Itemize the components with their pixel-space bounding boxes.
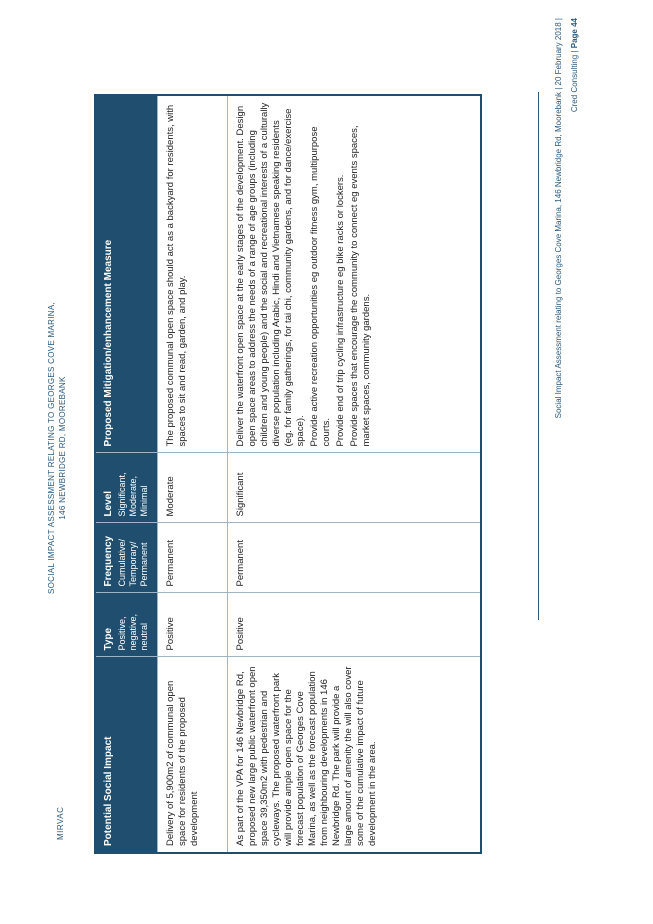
level-cell: Significant [228,453,482,523]
type-cell: Positive [228,593,482,657]
page-footer [551,18,583,548]
frequency-cell: Permanent [158,523,228,593]
mitigation-text: Deliver the waterfront open space at the early stages of the development. Design open space areas to address the needs of a range of age groups (including children and young people) and the social and recreational interests of a culturally diverse population including Arabic, Hindi and Vietnamese speaking residents (eg. for family gatherings, for tai chi, community gardens, and for dance/exercise space). [235,102,306,447]
col-header-level: Level Significant, Moderate, Minimal [95,453,158,523]
social-impact-table [94,94,482,854]
mitigation-cell [228,95,482,453]
mitigation-text: Provide spaces that encourage the community to connect eg events spaces, market spaces, community gardens. [349,125,372,447]
col-header-impact: Potential Social Impact [95,657,158,853]
document-header-title: SOCIAL IMPACT ASSESSMENT RELATING TO GEORGES COVE MARINA, 146 NEWBRIDGE RD, MOOREBANK [47,302,67,594]
footer-line-1: Social Impact Assessment relating to Georges Cove Marina, 146 Newbridge Rd, Moorebank | 20 February 2018 | [554,18,563,419]
col-header-mitigation: Proposed Mitigation/enhancement Measure [95,95,158,453]
footer-credit: Cred Consulting | [570,48,579,113]
col-header-type: Type Positive, negative, neutral [95,593,158,657]
page-number: Page 44 [570,18,579,49]
frequency-cell: Permanent [228,523,482,593]
mitigation-text: Provide end of trip cycling infrastructure eg bike racks or lockers. [335,174,346,447]
footer-line-2 [567,18,583,548]
impact-table-container [94,96,482,854]
table-header-row [95,95,158,853]
col-header-frequency: Frequency Cumulative/ Temporary/ Permanent [95,523,158,593]
mitigation-text: The proposed communal open space should act as a backyard for residents, with spaces to sit and read, garden, and play. [165,104,188,447]
mitigation-cell [158,95,228,453]
type-cell: Positive [158,593,228,657]
table-row [228,95,482,853]
footer-divider [538,92,539,620]
org-name: MIRVAC [56,806,65,840]
level-cell: Moderate [158,453,228,523]
table-row [158,95,228,853]
mitigation-text: Provide active recreation opportunities eg outdoor fitness gym, multipurpose courts. [309,126,332,447]
impact-cell: As part of the VPA for 146 Newbridge Rd, proposed new large public waterfront open space 39,350m2 with pedestrian and cycleways. The proposed waterfront park will provide ample open space for the forecast population of Georges Cove Marina, as well as the forecast population from neighbouring developments in 146 Newbridge Rd. The park will provide a large amount of amenity the will also cover some of the cumulative impact of future development in the area. [228,657,482,853]
impact-cell: Delivery of 5,900m2 of communal open space for residents of the proposed development [158,657,228,853]
